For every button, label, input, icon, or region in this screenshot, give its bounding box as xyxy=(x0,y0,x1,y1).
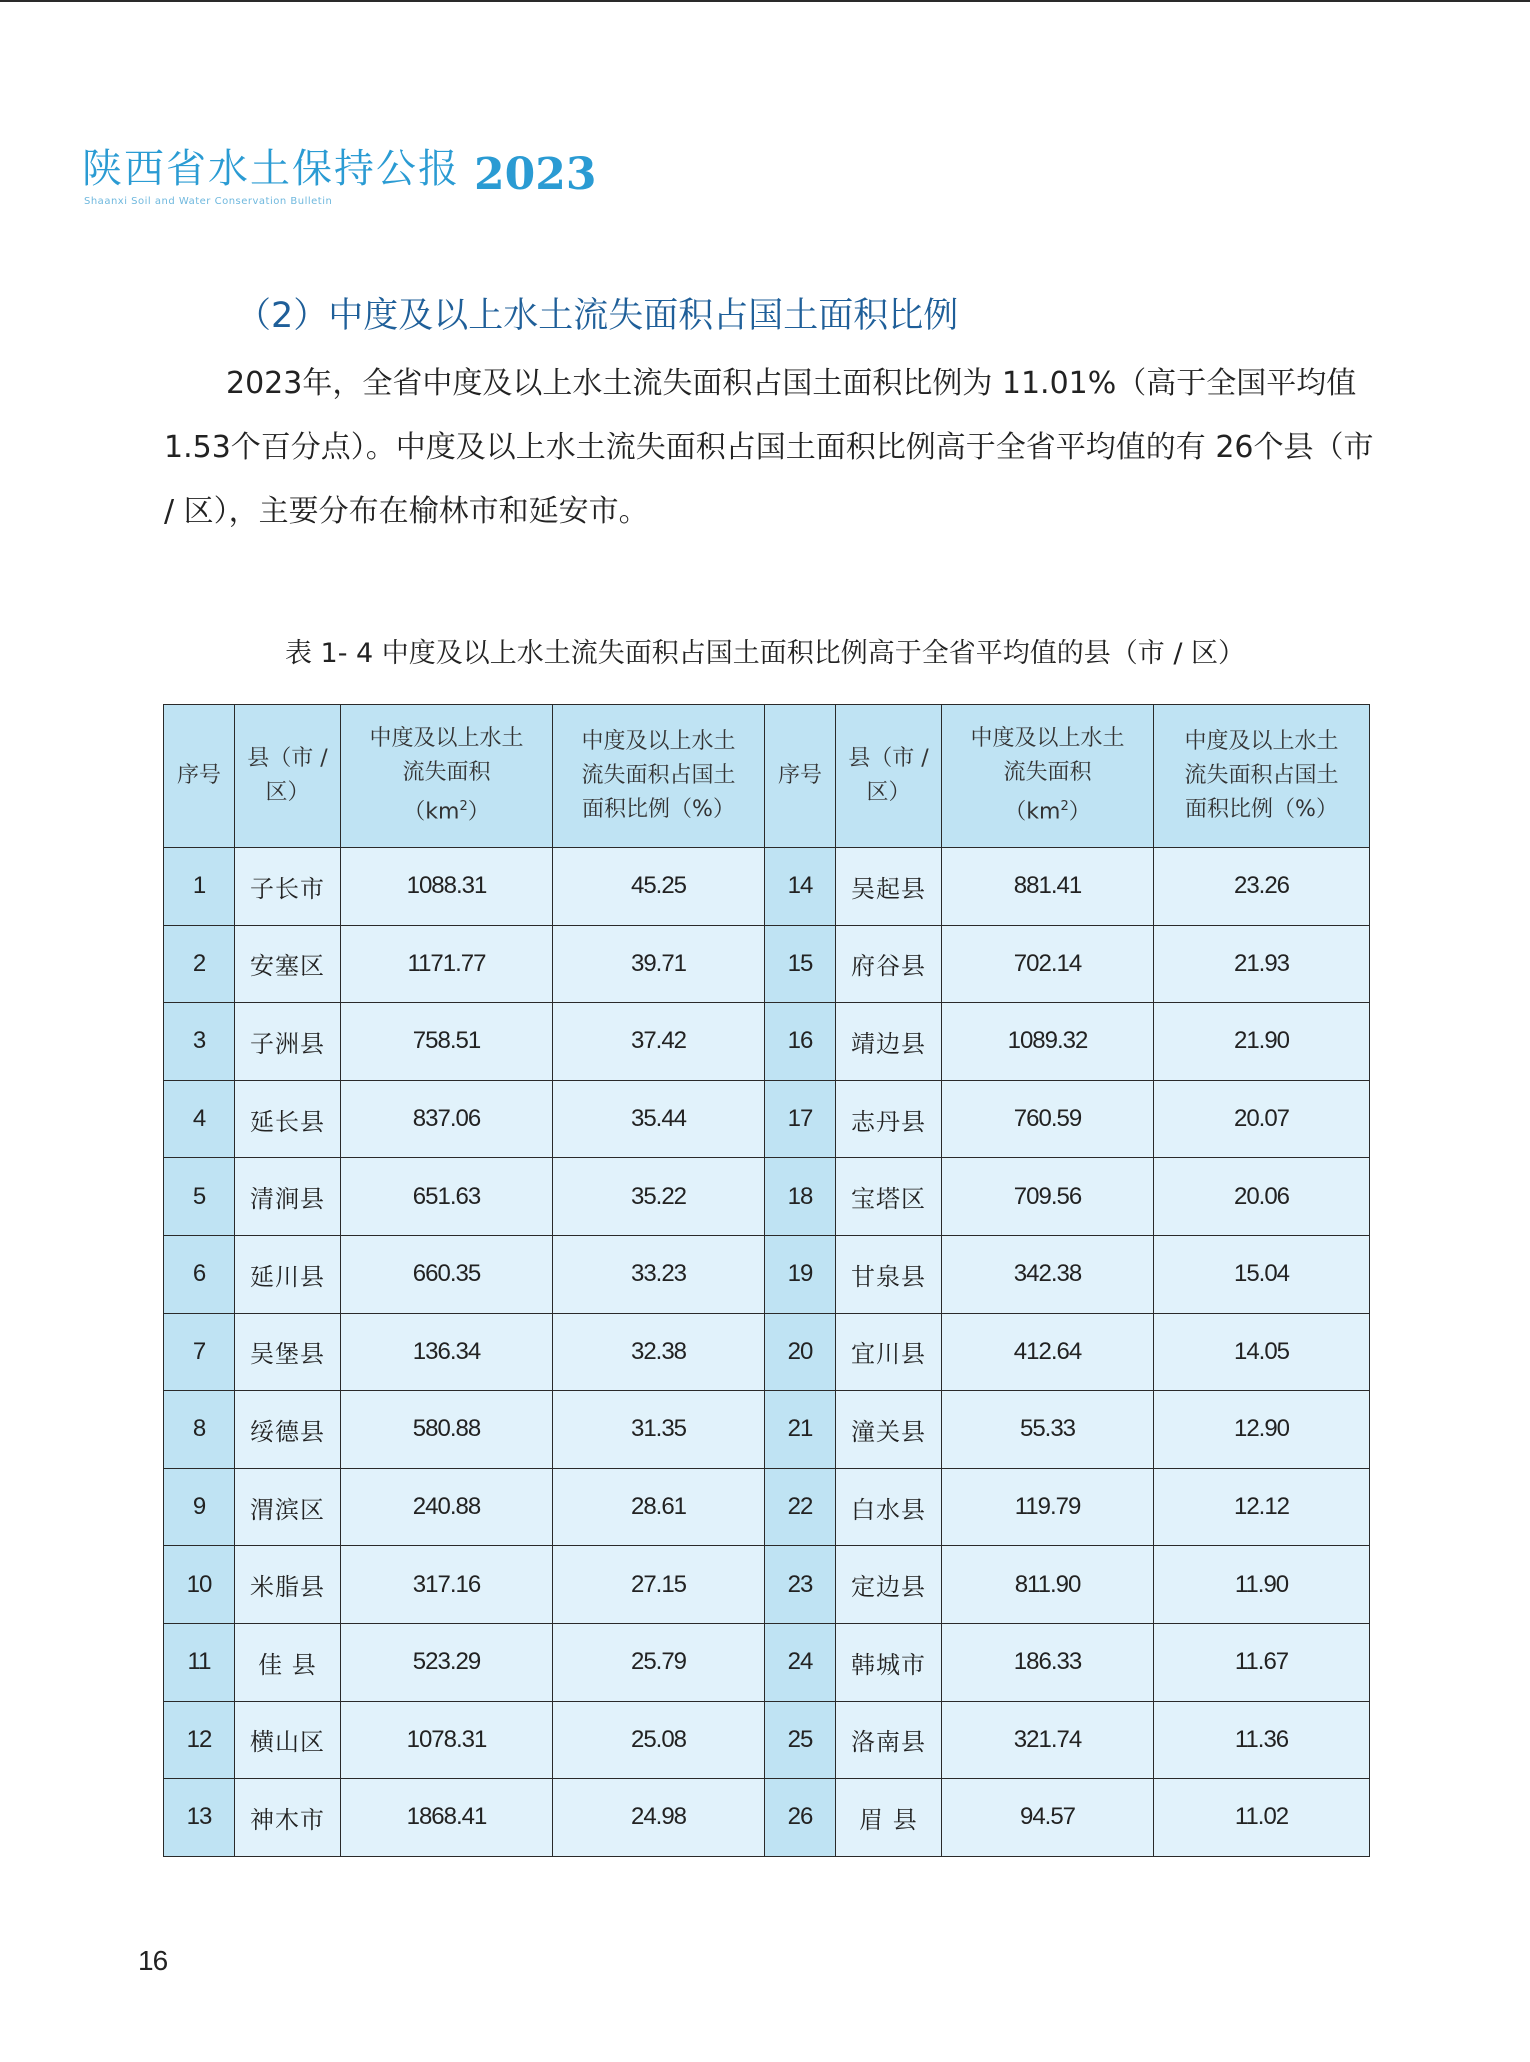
cell-left-ratio: 31.35 xyxy=(553,1391,765,1469)
cell-left-area: 136.34 xyxy=(341,1313,553,1391)
page-number: 16 xyxy=(138,1945,168,1976)
cell-right-name: 洛南县 xyxy=(836,1701,942,1779)
cell-right-seq: 26 xyxy=(765,1779,836,1857)
cell-left-seq: 3 xyxy=(164,1003,235,1081)
cell-right-area: 1089.32 xyxy=(942,1003,1154,1081)
cell-right-name: 甘泉县 xyxy=(836,1235,942,1313)
header-area-right-unit-sup: 2 xyxy=(1060,799,1069,815)
cell-right-name: 韩城市 xyxy=(836,1623,942,1701)
cell-left-seq: 11 xyxy=(164,1623,235,1701)
header-ratio-line3: 面积比例（%） xyxy=(582,797,735,822)
header-county-right-line1: 县（市 / xyxy=(848,746,929,771)
header-area xyxy=(341,705,553,848)
cell-right-area: 119.79 xyxy=(942,1468,1154,1546)
table-row xyxy=(164,848,1370,926)
cell-left-name: 子长市 xyxy=(235,848,341,926)
cell-left-area: 1088.31 xyxy=(341,848,553,926)
cell-right-name: 眉 县 xyxy=(836,1779,942,1857)
cell-left-seq: 2 xyxy=(164,925,235,1003)
cell-left-seq: 9 xyxy=(164,1468,235,1546)
cell-right-area: 760.59 xyxy=(942,1080,1154,1158)
cell-left-area: 1868.41 xyxy=(341,1779,553,1857)
cell-right-name: 吴起县 xyxy=(836,848,942,926)
cell-right-seq: 20 xyxy=(765,1313,836,1391)
cell-left-seq: 1 xyxy=(164,848,235,926)
header-seq-text: 序号 xyxy=(176,763,221,788)
header-county-line1: 县（市 / xyxy=(247,746,328,771)
cell-right-seq: 19 xyxy=(765,1235,836,1313)
cell-left-name: 清涧县 xyxy=(235,1158,341,1236)
header-seq-right xyxy=(765,705,836,848)
cell-left-area: 837.06 xyxy=(341,1080,553,1158)
cell-right-name: 宜川县 xyxy=(836,1313,942,1391)
cell-right-area: 55.33 xyxy=(942,1391,1154,1469)
cell-left-area: 523.29 xyxy=(341,1623,553,1701)
header-area-line3 xyxy=(341,790,552,829)
cell-left-ratio: 25.79 xyxy=(553,1623,765,1701)
cell-left-seq: 4 xyxy=(164,1080,235,1158)
cell-left-ratio: 39.71 xyxy=(553,925,765,1003)
cell-left-ratio: 35.44 xyxy=(553,1080,765,1158)
header-area-right-unit-pre: （km xyxy=(1004,799,1061,825)
cell-right-name: 志丹县 xyxy=(836,1080,942,1158)
header-ratio xyxy=(553,705,765,848)
cell-left-seq: 12 xyxy=(164,1701,235,1779)
header-area-unit-post: ） xyxy=(467,799,490,825)
table-row xyxy=(164,1546,1370,1624)
table-row xyxy=(164,1313,1370,1391)
cell-right-name: 定边县 xyxy=(836,1546,942,1624)
cell-left-seq: 6 xyxy=(164,1235,235,1313)
table-header-row xyxy=(164,705,1370,848)
cell-right-seq: 17 xyxy=(765,1080,836,1158)
cell-right-area: 342.38 xyxy=(942,1235,1154,1313)
bulletin-subtitle: Shaanxi Soil and Water Conservation Bulletin xyxy=(84,196,333,207)
cell-right-seq: 24 xyxy=(765,1623,836,1701)
section-heading: （2）中度及以上水土流失面积占国土面积比例 xyxy=(236,296,959,336)
cell-right-area: 321.74 xyxy=(942,1701,1154,1779)
cell-left-seq: 10 xyxy=(164,1546,235,1624)
cell-left-area: 317.16 xyxy=(341,1546,553,1624)
header-area-line1: 中度及以上水土 xyxy=(369,726,524,752)
table-body xyxy=(164,848,1370,1857)
cell-right-name: 潼关县 xyxy=(836,1391,942,1469)
cell-right-area: 702.14 xyxy=(942,925,1154,1003)
table-row xyxy=(164,1003,1370,1081)
cell-left-name: 子洲县 xyxy=(235,1003,341,1081)
cell-right-seq: 16 xyxy=(765,1003,836,1081)
cell-right-area: 709.56 xyxy=(942,1158,1154,1236)
cell-right-name: 宝塔区 xyxy=(836,1158,942,1236)
cell-right-ratio: 11.67 xyxy=(1154,1623,1370,1701)
cell-right-ratio: 21.90 xyxy=(1154,1003,1370,1081)
cell-right-seq: 21 xyxy=(765,1391,836,1469)
cell-right-ratio: 11.90 xyxy=(1154,1546,1370,1624)
header-seq-right-text: 序号 xyxy=(777,763,822,788)
cell-right-ratio: 20.07 xyxy=(1154,1080,1370,1158)
cell-left-area: 1171.77 xyxy=(341,925,553,1003)
cell-right-ratio: 20.06 xyxy=(1154,1158,1370,1236)
cell-left-name: 横山区 xyxy=(235,1701,341,1779)
header-county-line2: 区） xyxy=(265,780,310,805)
cell-left-ratio: 32.38 xyxy=(553,1313,765,1391)
cell-left-ratio: 45.25 xyxy=(553,848,765,926)
cell-right-area: 811.90 xyxy=(942,1546,1154,1624)
cell-right-ratio: 11.02 xyxy=(1154,1779,1370,1857)
cell-right-area: 881.41 xyxy=(942,848,1154,926)
table-row xyxy=(164,1779,1370,1857)
cell-right-seq: 22 xyxy=(765,1468,836,1546)
header-area-unit-pre: （km xyxy=(403,799,460,825)
cell-right-name: 白水县 xyxy=(836,1468,942,1546)
cell-left-name: 绥德县 xyxy=(235,1391,341,1469)
cell-right-seq: 18 xyxy=(765,1158,836,1236)
cell-right-area: 186.33 xyxy=(942,1623,1154,1701)
cell-right-ratio: 23.26 xyxy=(1154,848,1370,926)
header-area-right-line3 xyxy=(942,790,1153,829)
cell-right-ratio: 12.12 xyxy=(1154,1468,1370,1546)
cell-left-name: 吴堡县 xyxy=(235,1313,341,1391)
cell-right-area: 94.57 xyxy=(942,1779,1154,1857)
header-ratio-right-line2: 流失面积占国土 xyxy=(1184,763,1339,788)
header-ratio-line1: 中度及以上水土 xyxy=(581,729,736,754)
cell-left-area: 758.51 xyxy=(341,1003,553,1081)
table-row xyxy=(164,1623,1370,1701)
paragraph-text: 2023年，全省中度及以上水土流失面积占国土面积比例为 11.01%（高于全国平均值 1.53个百分点）。中度及以上水土流失面积占国土面积比例高于全省平均值的有 26个县（市 / 区），主要分布在榆林市和延安市。 xyxy=(164,366,1374,529)
bulletin-year: 2023 xyxy=(474,149,597,200)
header-area-line2: 流失面积 xyxy=(402,760,491,786)
cell-right-seq: 23 xyxy=(765,1546,836,1624)
header-county-right-line2: 区） xyxy=(866,780,911,805)
table-row xyxy=(164,1158,1370,1236)
cell-left-ratio: 24.98 xyxy=(553,1779,765,1857)
cell-left-ratio: 27.15 xyxy=(553,1546,765,1624)
cell-left-area: 240.88 xyxy=(341,1468,553,1546)
cell-left-name: 渭滨区 xyxy=(235,1468,341,1546)
header-ratio-right-line3: 面积比例（%） xyxy=(1185,797,1338,822)
cell-right-area: 412.64 xyxy=(942,1313,1154,1391)
header-county xyxy=(235,705,341,848)
cell-left-name: 米脂县 xyxy=(235,1546,341,1624)
cell-left-seq: 8 xyxy=(164,1391,235,1469)
cell-right-ratio: 12.90 xyxy=(1154,1391,1370,1469)
table-row xyxy=(164,1468,1370,1546)
cell-left-name: 延川县 xyxy=(235,1235,341,1313)
cell-left-ratio: 33.23 xyxy=(553,1235,765,1313)
cell-right-seq: 14 xyxy=(765,848,836,926)
cell-right-ratio: 21.93 xyxy=(1154,925,1370,1003)
header-ratio-right-line1: 中度及以上水土 xyxy=(1184,729,1339,754)
header-area-right-line1: 中度及以上水土 xyxy=(970,726,1125,752)
cell-right-name: 府谷县 xyxy=(836,925,942,1003)
header-area-right xyxy=(942,705,1154,848)
table-row xyxy=(164,1701,1370,1779)
cell-left-ratio: 25.08 xyxy=(553,1701,765,1779)
bulletin-title: 陕西省水土保持公报 xyxy=(82,146,460,192)
header-ratio-line2: 流失面积占国土 xyxy=(581,763,736,788)
cell-left-name: 神木市 xyxy=(235,1779,341,1857)
cell-left-ratio: 28.61 xyxy=(553,1468,765,1546)
cell-right-name: 靖边县 xyxy=(836,1003,942,1081)
header-area-right-unit-post: ） xyxy=(1068,799,1091,825)
header-seq xyxy=(164,705,235,848)
cell-left-ratio: 37.42 xyxy=(553,1003,765,1081)
cell-left-name: 安塞区 xyxy=(235,925,341,1003)
cell-right-seq: 15 xyxy=(765,925,836,1003)
cell-left-area: 1078.31 xyxy=(341,1701,553,1779)
cell-left-area: 651.63 xyxy=(341,1158,553,1236)
page-header xyxy=(82,146,602,216)
cell-left-area: 580.88 xyxy=(341,1391,553,1469)
table-caption: 表 1- 4 中度及以上水土流失面积占国土面积比例高于全省平均值的县（市 / 区） xyxy=(284,638,1246,669)
header-county-right xyxy=(836,705,942,848)
cell-left-ratio: 35.22 xyxy=(553,1158,765,1236)
body-paragraph xyxy=(164,352,1374,544)
cell-left-seq: 5 xyxy=(164,1158,235,1236)
table-row xyxy=(164,925,1370,1003)
cell-right-ratio: 11.36 xyxy=(1154,1701,1370,1779)
header-area-right-line2: 流失面积 xyxy=(1003,760,1092,786)
cell-right-seq: 25 xyxy=(765,1701,836,1779)
table-row xyxy=(164,1235,1370,1313)
cell-left-seq: 7 xyxy=(164,1313,235,1391)
cell-right-ratio: 14.05 xyxy=(1154,1313,1370,1391)
header-ratio-right xyxy=(1154,705,1370,848)
cell-left-area: 660.35 xyxy=(341,1235,553,1313)
data-table xyxy=(163,704,1370,1857)
cell-left-name: 延长县 xyxy=(235,1080,341,1158)
cell-right-ratio: 15.04 xyxy=(1154,1235,1370,1313)
cell-left-name: 佳 县 xyxy=(235,1623,341,1701)
header-area-unit-sup: 2 xyxy=(459,799,468,815)
table-row xyxy=(164,1391,1370,1469)
table-row xyxy=(164,1080,1370,1158)
cell-left-seq: 13 xyxy=(164,1779,235,1857)
top-rule xyxy=(0,0,1530,2)
